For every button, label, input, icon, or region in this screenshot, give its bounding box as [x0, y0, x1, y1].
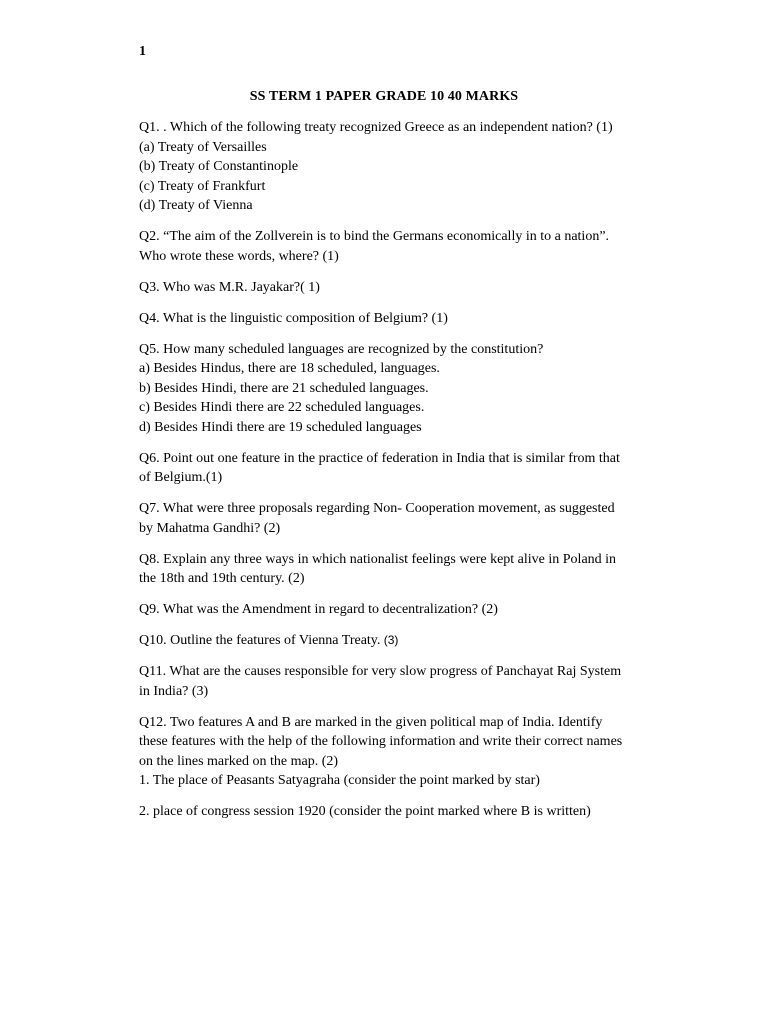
question-line: Q4. What is the linguistic composition of Belgium? (1) [139, 310, 448, 326]
option-line: a) Besides Hindus, there are 18 scheduled, languages. [139, 361, 440, 376]
question-list [139, 118, 709, 833]
question-10 [139, 631, 709, 651]
question-line: Q5. How many scheduled languages are recognized by the constitution? [139, 341, 544, 357]
option-line: (a) Treaty of Versailles [139, 139, 267, 155]
question-line: Q2. “The aim of the Zollverein is to bind the Germans economically in to a nation”. [139, 229, 610, 244]
question-line: Q11. What are the causes responsible for very slow progress of Panchayat Raj System [139, 664, 622, 679]
question-line: Q6. Point out one feature in the practice of federation in India that is similar from that [139, 450, 620, 466]
marks-label: (3) [380, 633, 399, 647]
question-line: Q7. What were three proposals regarding Non- Cooperation movement, as suggested [139, 501, 615, 516]
question-line: on the lines marked on the map. (2) [139, 753, 339, 769]
question-9 [139, 600, 709, 620]
question-text: Q10. Outline the features of Vienna Treaty. [139, 633, 381, 648]
question-8 [139, 550, 709, 589]
question-line: Q12. Two features A and B are marked in the given political map of India. Identify [139, 714, 603, 730]
option-line: (b) Treaty of Constantinople [139, 159, 299, 174]
option-line: b) Besides Hindi, there are 21 scheduled languages. [139, 380, 429, 396]
question-line [139, 631, 709, 651]
question-line: Who wrote these words, where? (1) [139, 248, 339, 264]
question-line: Q3. Who was M.R. Jayakar?( 1) [139, 279, 320, 295]
question-line: of Belgium.(1) [139, 470, 223, 485]
question-7 [139, 499, 709, 538]
question-4 [139, 309, 709, 329]
option-line: c) Besides Hindi there are 22 scheduled languages. [139, 400, 425, 415]
question-12-sub-2 [139, 802, 709, 822]
paper-title: SS TERM 1 PAPER GRADE 10 40 MARKS [249, 89, 519, 104]
question-line: Q9. What was the Amendment in regard to decentralization? (2) [139, 602, 498, 617]
option-line: (c) Treaty of Frankfurt [139, 178, 266, 194]
question-line: Q8. Explain any three ways in which nationalist feelings were kept alive in Poland in [139, 551, 617, 567]
option-line: (d) Treaty of Vienna [139, 198, 253, 213]
sub-item-line: 1. The place of Peasants Satyagraha (consider the point marked by star) [139, 773, 540, 788]
question-6 [139, 449, 709, 488]
option-line: d) Besides Hindi there are 19 scheduled languages [139, 419, 422, 435]
question-12 [139, 713, 709, 791]
page-number: 1 [139, 44, 146, 59]
question-5 [139, 340, 709, 438]
question-1 [139, 118, 709, 216]
question-line: the 18th and 19th century. (2) [139, 571, 305, 586]
question-line: in India? (3) [139, 683, 209, 699]
question-line: Q1. . Which of the following treaty recognized Greece as an independent nation? (1) [139, 120, 613, 135]
question-line: by Mahatma Gandhi? (2) [139, 520, 281, 536]
question-3 [139, 278, 709, 298]
sub-item-line: 2. place of congress session 1920 (consider the point marked where B is written) [139, 804, 591, 819]
question-2 [139, 227, 709, 266]
question-11 [139, 662, 709, 701]
question-line: these features with the help of the following information and write their correct names [139, 734, 623, 749]
